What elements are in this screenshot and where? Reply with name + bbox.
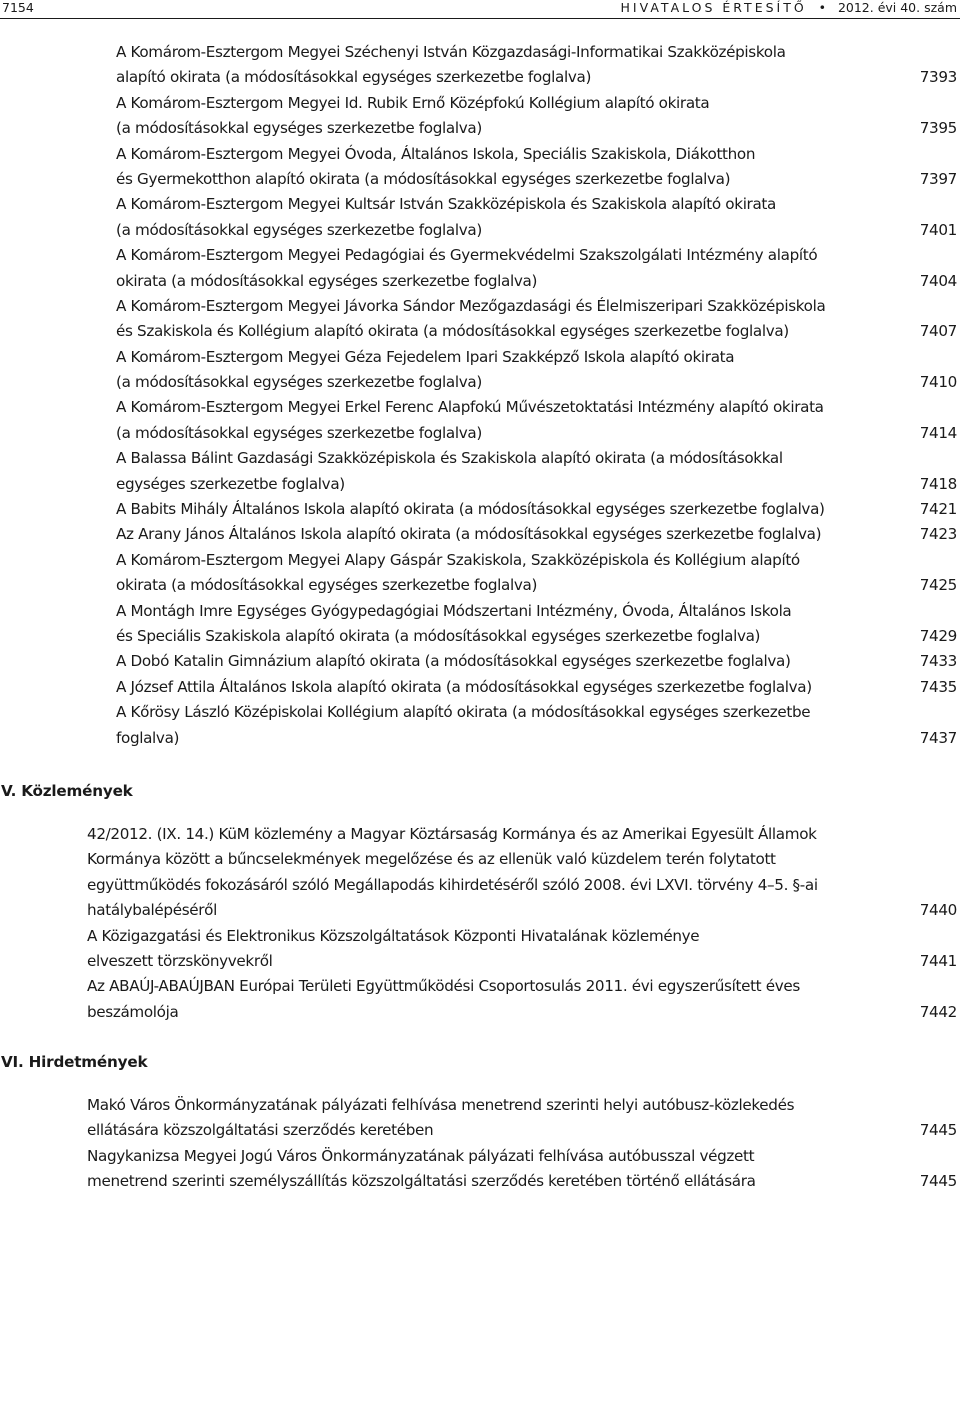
toc-entry — [0, 700, 960, 751]
toc-page-number: 7395 — [919, 119, 957, 138]
toc-entry — [0, 675, 960, 700]
toc-entry-line: foglalva) — [116, 728, 180, 747]
toc-entry-line: Makó Város Önkormányzatának pályázati felhívása menetrend szerinti helyi autóbusz-közlekedés — [87, 1096, 795, 1114]
toc-entry-line: és Gyermekotthon alapító okirata (a módosításokkal egységes szerkezetbe foglalva) — [116, 169, 731, 188]
toc-entry-line: okirata (a módosításokkal egységes szerkezetbe foglalva) — [116, 576, 538, 595]
toc-entry-line: és Szakiskola és Kollégium alapító okirata (a módosításokkal egységes szerkezetbe foglalva) — [116, 322, 789, 341]
toc-entry-line: (a módosításokkal egységes szerkezetbe foglalva) — [116, 373, 482, 392]
toc-entry-line: elveszett törzskönyvekről — [87, 951, 273, 970]
toc-entry-line: A Komárom-Esztergom Megyei Óvoda, Általános Iskola, Speciális Szakiskola, Diákotthon — [116, 144, 756, 163]
toc-entry — [0, 1144, 960, 1195]
toc-block-hirdetmenyek — [0, 1093, 960, 1195]
toc-entry-line: A Komárom-Esztergom Megyei Pedagógiai és Gyermekvédelmi Szakszolgálati Intézmény alapító — [116, 246, 818, 265]
toc-entry-line: (a módosításokkal egységes szerkezetbe foglalva) — [116, 119, 482, 138]
header-right — [620, 0, 957, 15]
toc-entry-line: menetrend szerinti személyszállítás közszolgáltatási szerződés keretében történő ellátására — [87, 1172, 756, 1191]
toc-entry-line: Nagykanizsa Megyei Jogú Város Önkormányzatának pályázati felhívása autóbusszal végzett — [87, 1146, 755, 1165]
toc-entry — [0, 40, 960, 91]
toc-entry-line: beszámolója — [87, 1002, 179, 1021]
toc-entry-line: A Komárom-Esztergom Megyei Alapy Gáspár Szakiskola, Szakközépiskola és Kollégium alapító — [116, 550, 800, 569]
toc-page-number: 7393 — [919, 68, 957, 87]
toc-entry-line: A Komárom-Esztergom Megyei Jávorka Sándor Mezőgazdasági és Élelmiszeripari Szakközépiskola — [116, 296, 826, 315]
toc-entry-line: A Kőrösy László Középiskolai Kollégium alapító okirata (a módosításokkal egységes szerkezetbe — [116, 703, 811, 722]
toc-block-intro — [0, 40, 960, 751]
toc-page-number: 7407 — [919, 322, 957, 341]
toc-entry-line: és Speciális Szakiskola alapító okirata (a módosításokkal egységes szerkezetbe foglalva) — [116, 626, 761, 645]
running-header — [0, 0, 960, 22]
toc-entry-line: A Montágh Imre Egységes Gyógypedagógiai Módszertani Intézmény, Óvoda, Általános Iskola — [116, 601, 792, 620]
toc-entry — [0, 142, 960, 193]
toc-entry-line: Az Arany János Általános Iskola alapító okirata (a módosításokkal egységes szerkezetbe foglalva) — [116, 525, 822, 544]
toc-entry-line: A Komárom-Esztergom Megyei Kultsár István Szakközépiskola és Szakiskola alapító okirata — [116, 195, 776, 214]
journal-title: HIVATALOS ÉRTESÍTŐ — [620, 0, 807, 15]
toc-page-number: 7425 — [919, 576, 957, 595]
toc-entry-line: (a módosításokkal egységes szerkezetbe foglalva) — [116, 423, 482, 442]
toc-page-number: 7445 — [919, 1121, 957, 1140]
toc-entry-line: A Közigazgatási és Elektronikus Közszolgáltatások Központi Hivatalának közleménye — [87, 926, 700, 945]
toc-entry — [0, 446, 960, 497]
toc-entry-line: ellátására közszolgáltatási szerződés keretében — [87, 1121, 434, 1140]
toc-entry-line: Az ABAÚJ-ABAÚJBAN Európai Területi Együttműködési Csoportosulás 2011. évi egyszerűsített éves — [87, 977, 800, 996]
toc-page-number: 7401 — [919, 220, 957, 239]
toc-entry — [0, 599, 960, 650]
toc-entry-line: A Balassa Bálint Gazdasági Szakközépiskola és Szakiskola alapító okirata (a módosításokkal — [116, 449, 783, 468]
toc-page-number: 7397 — [919, 169, 957, 188]
toc-page-number: 7414 — [919, 423, 957, 442]
toc-entry-line: hatálybalépéséről — [87, 901, 217, 920]
toc-entry — [0, 192, 960, 243]
toc-entry — [0, 497, 960, 522]
toc-page-number: 7437 — [919, 728, 957, 747]
toc-entry-line: A Komárom-Esztergom Megyei Széchenyi István Közgazdasági-Informatikai Szakközépiskola — [116, 43, 786, 61]
toc-page-number: 7440 — [919, 901, 957, 920]
toc-entry — [0, 345, 960, 396]
toc-page-number: 7445 — [919, 1172, 957, 1191]
toc-entry-line: A Komárom-Esztergom Megyei Géza Fejedelem Ipari Szakképző Iskola alapító okirata — [116, 347, 735, 366]
toc-entry-line: A Dobó Katalin Gimnázium alapító okirata (a módosításokkal egységes szerkezetbe foglalva) — [116, 652, 791, 671]
toc-entry — [0, 649, 960, 674]
section-title-hirdetmenyek: VI. Hirdetmények — [1, 1053, 148, 1071]
toc-entry-line: 42/2012. (IX. 14.) KüM közlemény a Magyar Köztársaság Kormánya és az Amerikai Egyesült Államok — [87, 825, 817, 843]
toc-entry-line: egységes szerkezetbe foglalva) — [116, 474, 345, 493]
toc-page-number: 7435 — [919, 677, 957, 696]
toc-entry-line: okirata (a módosításokkal egységes szerkezetbe foglalva) — [116, 271, 538, 290]
toc-entry — [0, 243, 960, 294]
toc-page-number: 7421 — [919, 500, 957, 519]
toc-page-number: 7404 — [919, 271, 957, 290]
toc-entry — [0, 822, 960, 924]
toc-entry — [0, 974, 960, 1025]
header-rule — [0, 18, 960, 19]
header-bullet: • — [810, 0, 834, 15]
toc-entry — [0, 522, 960, 547]
toc-entry — [0, 91, 960, 142]
toc-entry-line: Kormánya között a bűncselekmények megelőzése és az ellenük való küzdelem terén folytatott — [87, 850, 776, 869]
toc-entry-line: alapító okirata (a módosításokkal egységes szerkezetbe foglalva) — [116, 68, 592, 87]
toc-entry — [0, 924, 960, 975]
toc-block-kozlemenyek — [0, 822, 960, 1025]
toc-entry-line: A Babits Mihály Általános Iskola alapító okirata (a módosításokkal egységes szerkezetbe foglalva) — [116, 500, 825, 519]
toc-page-number: 7429 — [919, 626, 957, 645]
toc-entry-line: A Komárom-Esztergom Megyei Id. Rubik Ernő Középfokú Kollégium alapító okirata — [116, 93, 710, 112]
issue-label: 2012. évi 40. szám — [837, 0, 957, 15]
toc-entry — [0, 294, 960, 345]
toc-entry-line: A József Attila Általános Iskola alapító okirata (a módosításokkal egységes szerkezetbe foglalva) — [116, 677, 812, 696]
toc-entry-line: (a módosításokkal egységes szerkezetbe foglalva) — [116, 220, 482, 239]
toc-page-number: 7433 — [919, 652, 957, 671]
toc-entry — [0, 1093, 960, 1144]
page-number: 7154 — [2, 0, 34, 15]
toc-entry — [0, 548, 960, 599]
toc-page-number: 7423 — [919, 525, 957, 544]
toc-entry-line: A Komárom-Esztergom Megyei Erkel Ferenc Alapfokú Művészetoktatási Intézmény alapító okirata — [116, 398, 824, 417]
section-title-kozlemenyek: V. Közlemények — [1, 782, 133, 800]
toc-entry — [0, 395, 960, 446]
toc-page-number: 7442 — [919, 1002, 957, 1021]
toc-page-number: 7441 — [919, 951, 957, 970]
toc-entry-line: együttműködés fokozásáról szóló Megállapodás kihirdetéséről szóló 2008. évi LXVI. törvény 4–5. §-ai — [87, 875, 818, 894]
toc-page-number: 7418 — [919, 474, 957, 493]
toc-page-number: 7410 — [919, 373, 957, 392]
